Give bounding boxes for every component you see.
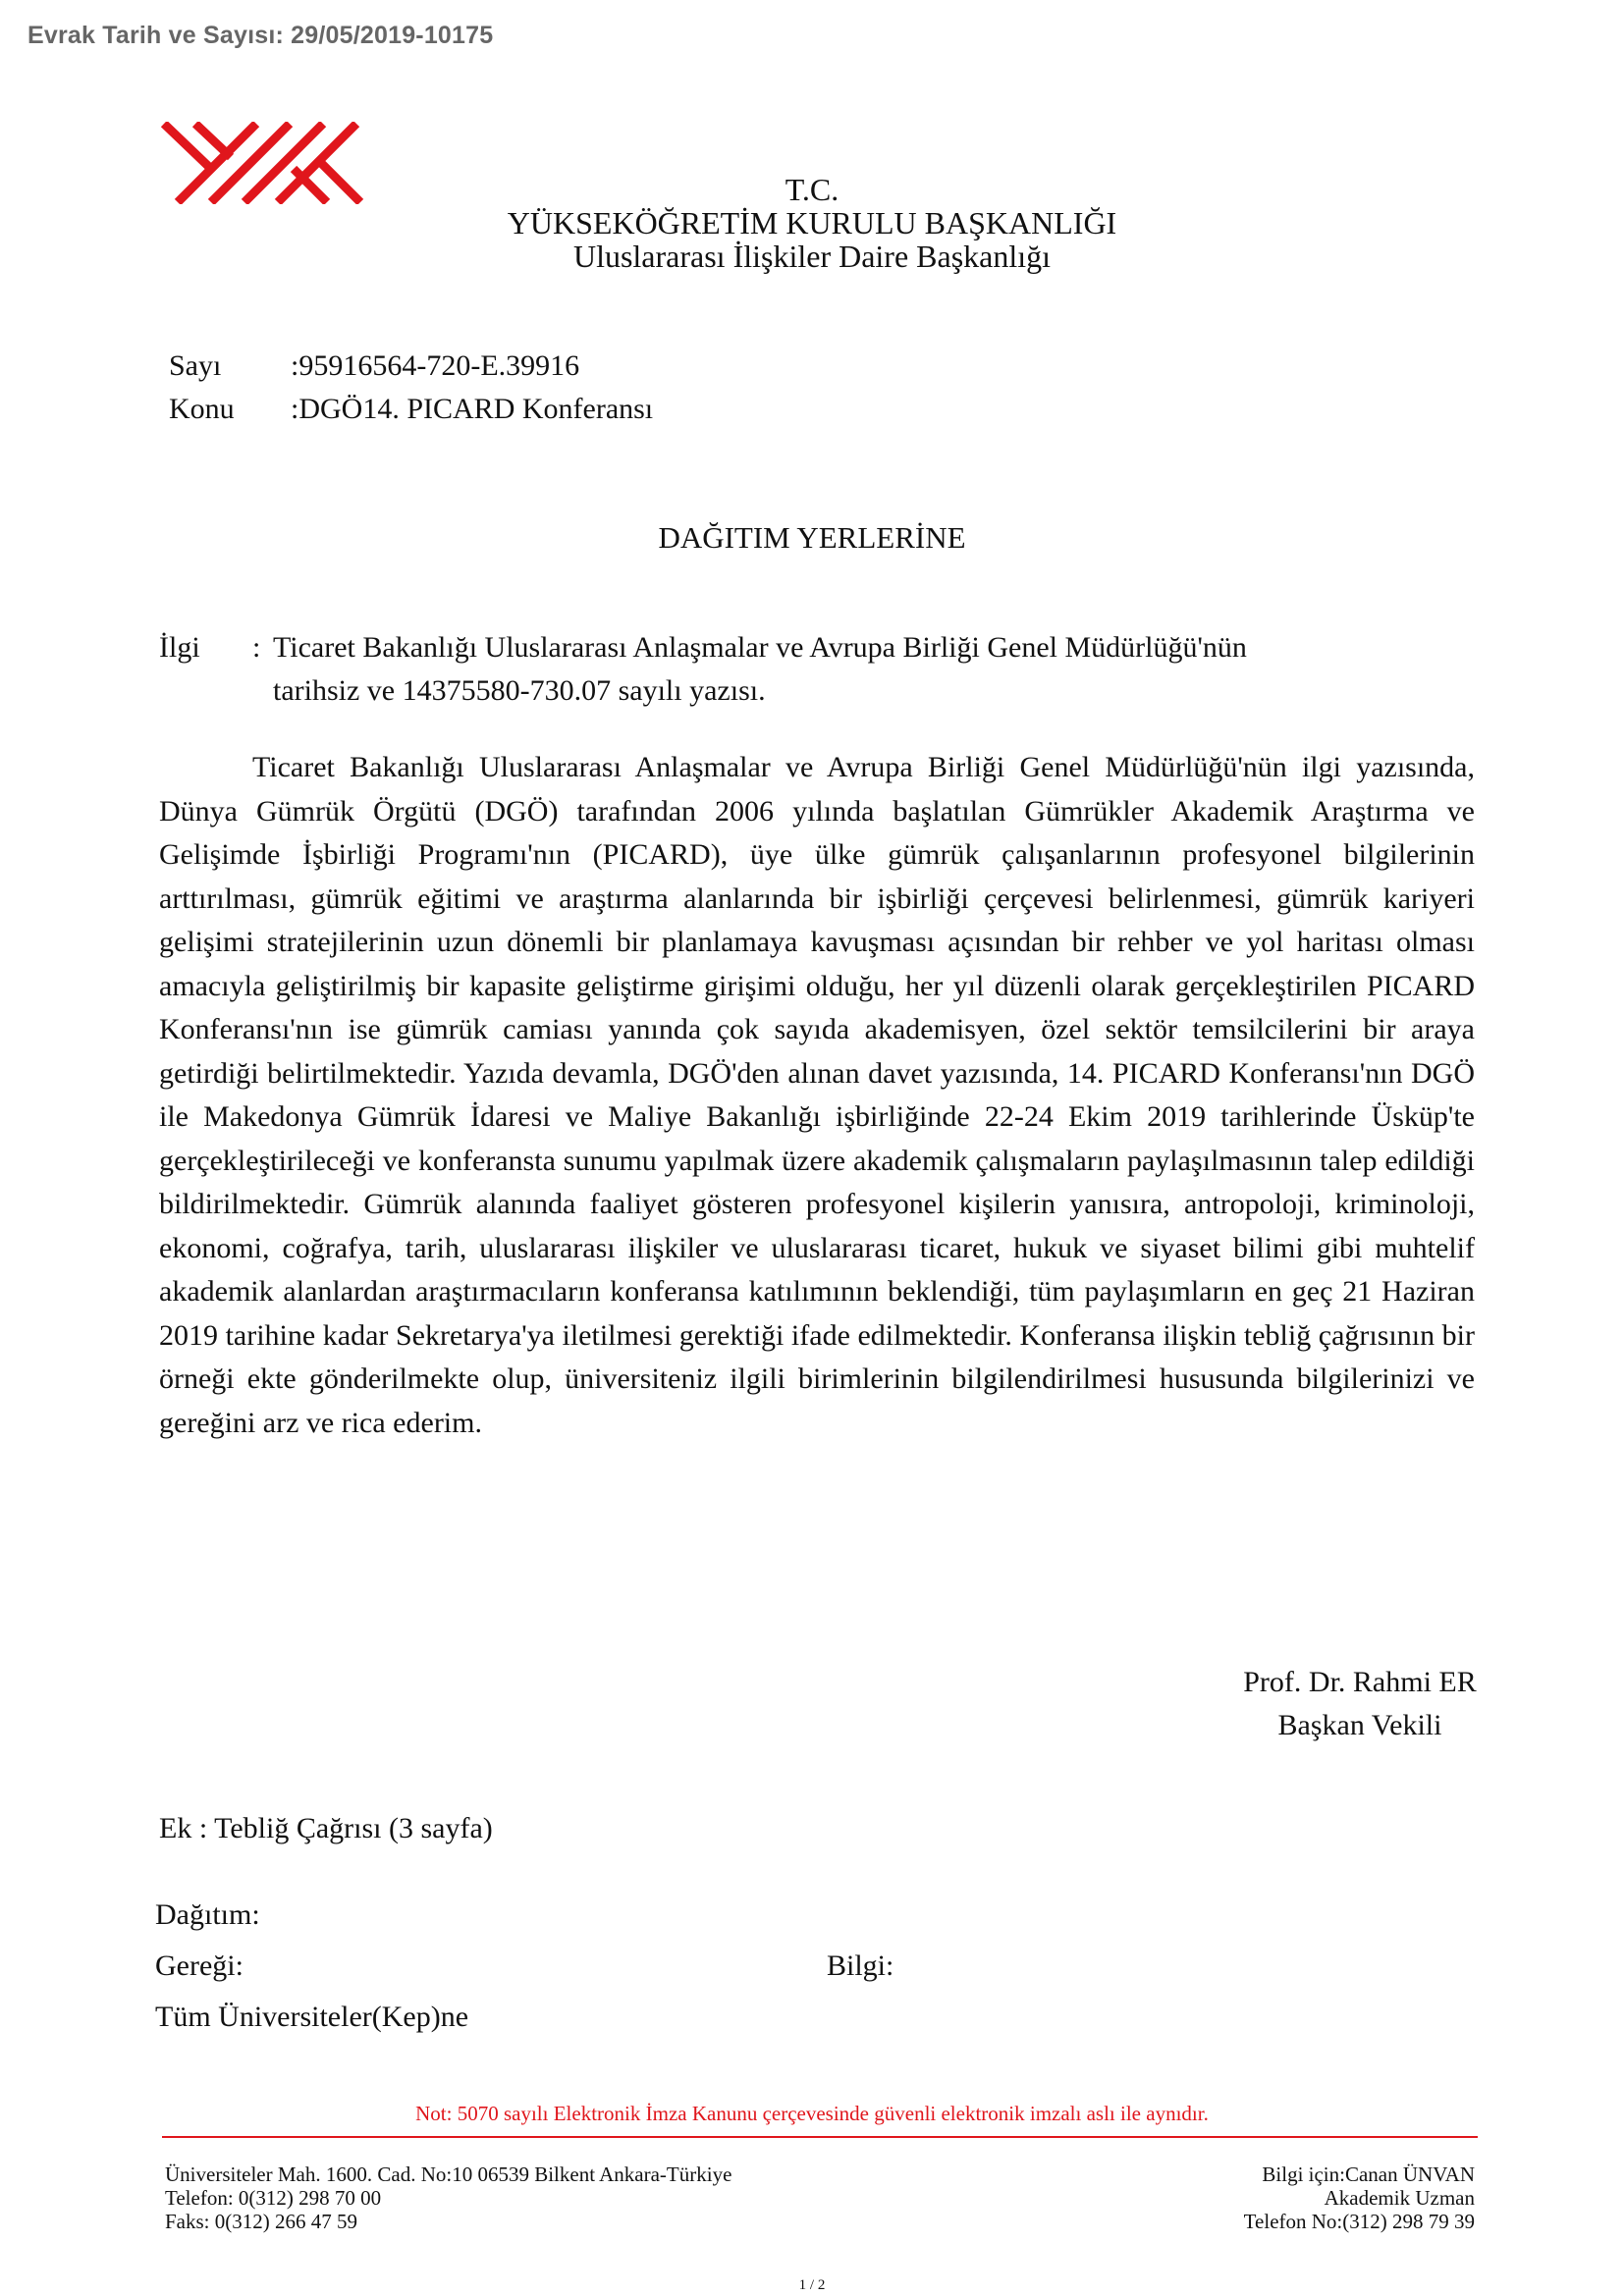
distribution-label: Dağıtım: — [155, 1898, 260, 1931]
footer-fax: Faks: 0(312) 266 47 59 — [165, 2210, 357, 2233]
bilgi-label: Bilgi: — [827, 1949, 894, 1982]
letterhead — [0, 173, 1624, 273]
e-signature-note: Not: 5070 sayılı Elektronik İmza Kanunu çerçevesinde güvenli elektronik imzalı aslı ile aynıdır. — [415, 2102, 1209, 2125]
reference-block — [159, 626, 1475, 713]
document-meta — [169, 345, 653, 431]
konu-label: Konu — [169, 393, 235, 425]
document-date-number-stamp: Evrak Tarih ve Sayısı: 29/05/2019-10175 — [27, 22, 494, 49]
signatory-title: Başkan Vekili — [1277, 1709, 1442, 1741]
letterhead-institution: YÜKSEKÖĞRETİM KURULU BAŞKANLIĞI — [507, 205, 1117, 240]
ilgi-line-1: Ticaret Bakanlığı Uluslararası Anlaşmalar ve Avrupa Birliği Genel Müdürlüğü'nün — [273, 631, 1247, 664]
distribution-recipient: Tüm Üniversiteler(Kep)ne — [155, 2001, 469, 2033]
gereg-label: Gereği: — [155, 1949, 244, 1982]
distribution-heading: DAĞITIM YERLERİNE — [658, 520, 966, 555]
footer-address: Üniversiteler Mah. 1600. Cad. No:10 06539 Bilkent Ankara-Türkiye — [165, 2163, 732, 2186]
letterhead-tc: T.C. — [785, 172, 839, 207]
ilgi-line-2: tarihsiz ve 14375580-730.07 sayılı yazısı. — [273, 674, 766, 707]
page-number: 1 / 2 — [798, 2277, 826, 2293]
distribution-block — [155, 1890, 468, 2043]
meta-konu-row — [169, 388, 653, 431]
letterhead-department: Uluslararası İlişkiler Daire Başkanlığı — [572, 239, 1052, 274]
footer-address-block — [165, 2163, 731, 2233]
contact-person: Bilgi için:Canan ÜNVAN — [1262, 2163, 1475, 2186]
footer-divider — [162, 2136, 1478, 2138]
sayi-label: Sayı — [169, 349, 222, 382]
meta-sayi-row — [169, 345, 653, 388]
footer-contact-block — [1244, 2163, 1475, 2233]
contact-phone: Telefon No:(312) 298 79 39 — [1243, 2210, 1475, 2233]
contact-title: Akademik Uzman — [1324, 2186, 1475, 2210]
signature-block — [1178, 1661, 1542, 1747]
footer-phone: Telefon: 0(312) 298 70 00 — [165, 2186, 382, 2210]
ilgi-label: İlgi — [159, 631, 200, 664]
attachment-line: Ek : Tebliğ Çağrısı (3 sayfa) — [159, 1812, 493, 1844]
letter-body — [159, 746, 1475, 1445]
body-paragraph: Ticaret Bakanlığı Uluslararası Anlaşmalar ve Avrupa Birliği Genel Müdürlüğü'nün ilgi yazısında, Dünya Gümrük Örgütü (DGÖ) tarafından 2006 yılında başlatılan Gümrükler Akademik Araştırma ve Gelişimde İşbirliği Programı'nın (PICARD), üye ülke gümrük çalışanlarının profesyonel bilgilerinin arttırılması, gümrük eğitimi ve araştırma alanlarında bir işbirliği çerçevesi belirlenmesi, gümrük kariyeri gelişimi stratejilerinin uzun dönemli bir planlamaya kavuşması açısından bir rehber ve yol haritası olması amacıyla geliştirilmiş bir kapasite geliştirme girişimi olduğu, her yıl düzenli olarak gerçekleştirilen PICARD Konferansı'nın ise gümrük camiası yanında çok sayıda akademisyen, özel sektör temsilcilerini bir araya getirdiği belirtilmektedir. Yazıda devamla, DGÖ'den alınan davet yazısında, 14. PICARD Konferansı'nın DGÖ ile Makedonya Gümrük İdaresi ve Maliye Bakanlığı işbirliğinde 22-24 Ekim 2019 tarihlerinde Üsküp'te gerçekleştirileceği ve konferansta sunumu yapılmak üzere akademik çalışmaların paylaşılmasının talep edildiği bildirilmektedir. Gümrük alanında faaliyet gösteren profesyonel kişilerin yanısıra, antropoloji, kriminoloji, ekonomi, coğrafya, tarih, uluslararası ilişkiler ve uluslararası ticaret, hukuk ve siyaset bilimi gibi muhtelif akademik alanlardan araştırmacıların konferansa katılımının beklendiği, tüm paylaşımların en geç 21 Haziran 2019 tarihine kadar Sekretarya'ya iletilmesi gerektiği ifade edilmektedir. Konferansa ilişkin tebliğ çağrısının bir örneği ekte gönderilmekte olup, üniversiteniz ilgili birimlerinin bilgilendirilmesi hususunda bilgilerinizi ve gereğini arz ve rica ederim. — [159, 751, 1475, 1439]
konu-value: :DGÖ14. PICARD Konferansı — [291, 393, 654, 425]
signatory-name: Prof. Dr. Rahmi ER — [1243, 1666, 1477, 1698]
ilgi-colon: : — [252, 631, 261, 664]
sayi-value: :95916564-720-E.39916 — [291, 349, 580, 382]
